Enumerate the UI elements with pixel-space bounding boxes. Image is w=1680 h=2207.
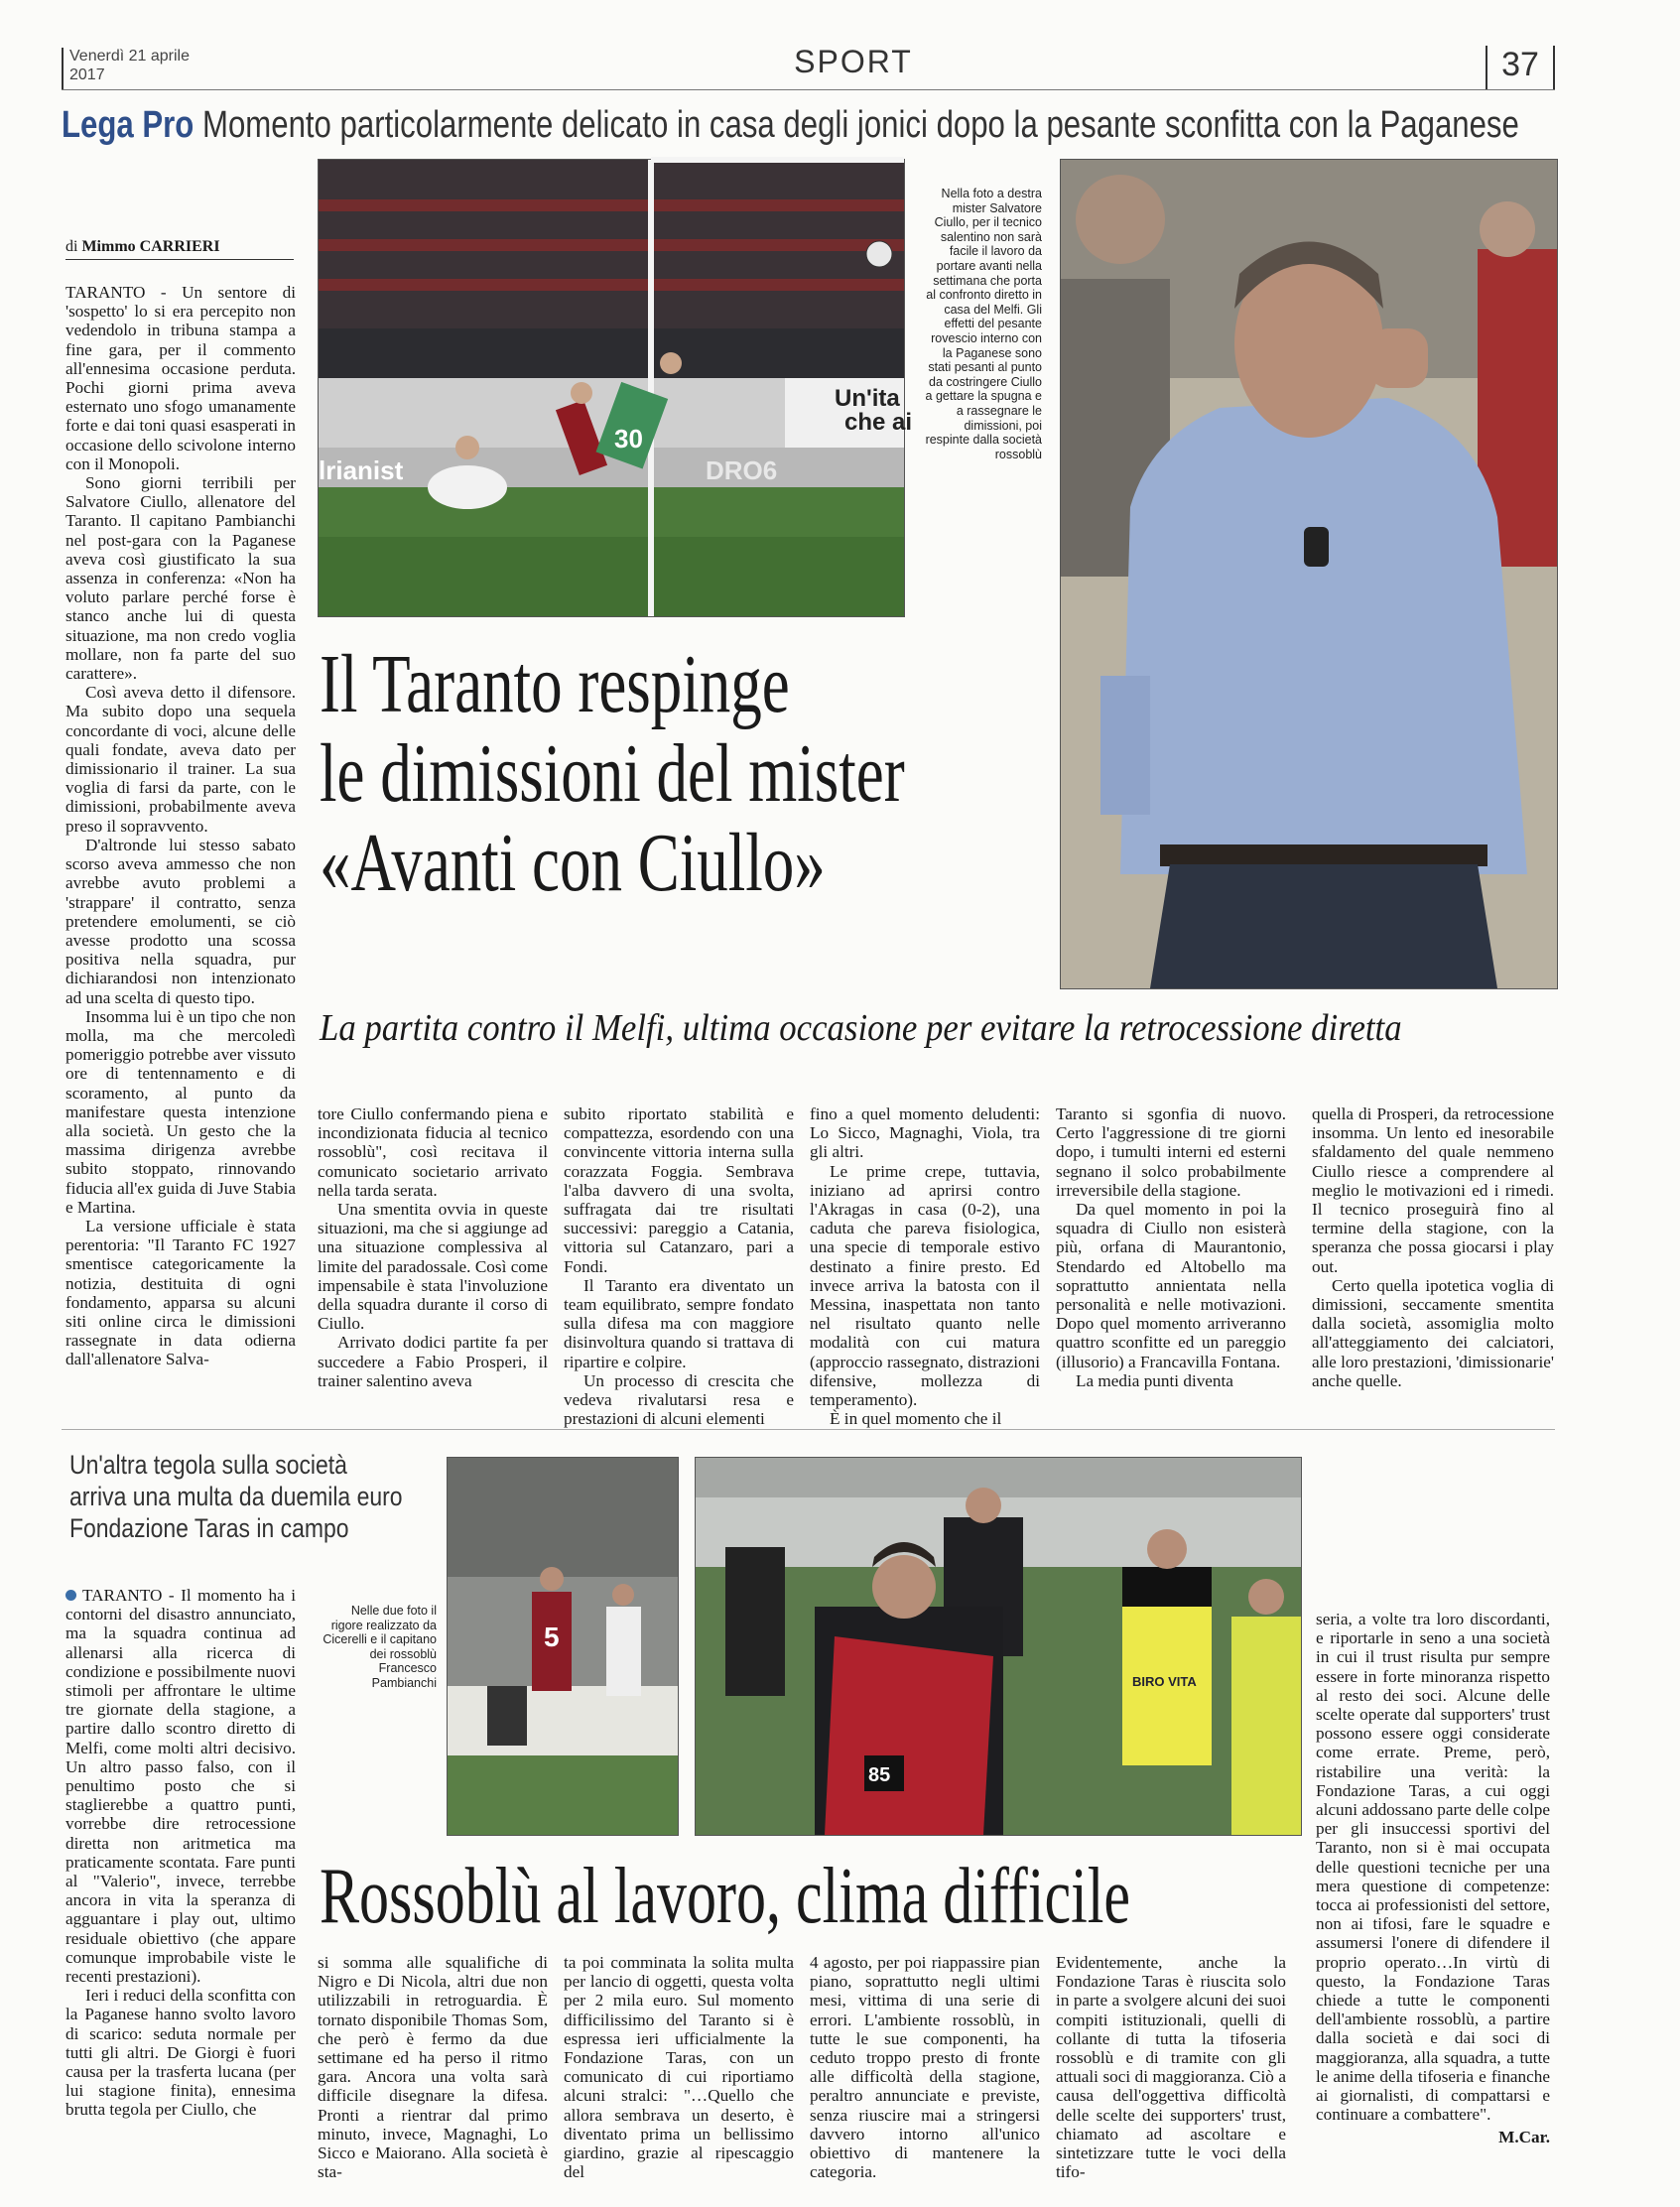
paragraph: TARANTO - Un sentore di 'sospetto' lo si era percepito non vedendolo in tribuna stampa a fine gara, per il commento all'ennesima occasione perduta. Pochi giorni prima aveva esternato uno sfogo umanamente forte e dai toni quasi esasperati in occasione dello scivolone interno con il Monopoli. — [65, 283, 296, 473]
paragraph: Insomma lui è un tipo che non molla, ma che mercoledì pomeriggio potrebbe aver vissuto ore di tentennamento e di scoramento, al punto da manifestare questa intenzione alla società. Un gesto che la massima dirigenza avrebbe subito stoppato, rinnovando fiducia all'ex guida di Juve Stabia e Martina. — [65, 1006, 296, 1217]
article1-column-1 — [65, 283, 296, 1369]
coach-portrait-photo — [1060, 159, 1558, 989]
paragraph — [65, 1586, 296, 1986]
paragraph: Una smentita ovvia in queste situazioni, ma che si aggiunge ad una situazione complessiva al limite del paradossale. Così come impensabile è stata l'involuzione della squadra durante il corso di Ciullo. — [318, 1200, 548, 1334]
header-left-bar — [62, 48, 64, 89]
paragraph: 4 agosto, per poi riappassire pian piano, soprattutto negli ultimi mesi, vittima di una serie di errori. L'ambiente rossoblù, in tutte le sue componenti, ha ceduto troppo presto di fronte alle difficoltà della stagione, peraltro annunciate e previste, senza riuscire mai a stringersi davvero intorno all'unico obiettivo di mantenere la categoria. — [810, 1953, 1040, 2182]
header-right-bar2 — [1553, 46, 1555, 89]
paragraph: D'altronde lui stesso sabato scorso aveva ammesso che non avrebbe avuto problemi a 'strappare' il contratto, senza pretendere emolumenti, se ciò avesse prodotto una scossa positiva nella squadra, pur dichiarandosi non intenzionato ad una scelta di questo tipo. — [65, 835, 296, 1007]
paragraph: Le prime crepe, tuttavia, iniziano ad aprirsi contro l'Akragas in casa (0-2), una caduta che pareva fisiologica, una specie di temporale estivo destinato a finire presto. Ed invece arriva la batosta con il Messina, inaspettata non tanto nel risultato quanto nelle modalità con cui matura (approccio rassegnato, distrazioni difensive, mollezza di temperamento). — [810, 1161, 1040, 1410]
paragraph: fino a quel momento deludenti: Lo Sicco, Magnaghi, Viola, tra gli altri. — [810, 1104, 1040, 1162]
referee-sponsor-text: BIRO VITA — [1132, 1674, 1197, 1689]
headline-line: «Avanti con Ciullo» — [320, 817, 826, 909]
captain-shirt-number: 85 — [868, 1764, 891, 1786]
article1-headline — [320, 638, 905, 909]
article2-column-4 — [810, 1953, 1040, 2181]
paragraph: Sono giorni terribili per Salvatore Ciullo, allenatore del Taranto. Il capitano Pambianchi nel post-gara con la Paganese aveva così giustificato la sua assenza in conferenza: «Non ha voluto parlare perché forse è stanco anche lui di questa situazione, ma non credo voglia mollare, non fa parte del suo carattere». — [65, 473, 296, 684]
byline-name: Mimmo CARRIERI — [81, 238, 220, 255]
paragraph: Arrivato dodici partite fa per succedere a Fabio Prosperi, il trainer salentino aveva — [318, 1333, 548, 1390]
article2-column-6 — [1316, 1610, 1550, 2147]
paragraph: Taranto si sgonfia di nuovo. Certo l'aggressione di tre giorni dopo, i tumulti interni ed esterni segnano il solco probabilmente irreversibile della stagione. — [1056, 1104, 1286, 1200]
paragraph: Da quel momento in poi la squadra di Ciullo non esisterà più, orfana di Maurantonio, Stendardo ed Altobello ma soprattutto annientata nella personalità e nelle motivazioni. Dopo quel momento arriveranno quattro sconfitte ed un pareggio (illusorio) a Francavilla Fontana. — [1056, 1200, 1286, 1371]
article2-kicker — [69, 1449, 403, 1544]
paragraph: La versione ufficiale è stata perentoria: "Il Taranto FC 1927 smentisce categoricamente la notizia, destituita di ogni fondamento, apparsa su alcuni siti online circa le dimissioni rassegnate in data odierna dall'allenatore Salva- — [65, 1216, 296, 1369]
advertising-board-text-2: DRO6 — [706, 455, 778, 485]
header-rule — [62, 89, 1555, 90]
article1-column-5 — [1056, 1104, 1286, 1390]
headline-line: le dimissioni del mister — [320, 727, 905, 820]
paragraph: Un processo di crescita che vedeva rivalutarsi resa e prestazioni di alcuni elementi — [564, 1370, 794, 1429]
paragraph: ta poi comminata la solita multa per lancio di oggetti, questa volta per 2 mila euro. Sul momento difficilissimo del Taranto si è espressa ieri ufficialmente la Fondazione Taras, con un comunicato di cui riportiamo alcuni stralci: "…Quello che allora sembrava un deserto, è diventato prima un bellissimo giardino, grazie al ripescaggio del — [564, 1953, 794, 2182]
paragraph: tore Ciullo confermando piena e incondizionata fiducia al tecnico rossoblù", così recitava il comunicato societario arrivato nella tarda serata. — [318, 1104, 548, 1200]
article1-column-3 — [564, 1104, 794, 1428]
article2-column-3 — [564, 1953, 794, 2181]
article2-kicker-line: arriva una multa da duemila euro — [69, 1482, 403, 1511]
banner-text-1: Un'ita — [835, 385, 900, 412]
player-shirt-number: 5 — [544, 1622, 560, 1652]
captain-illustration — [696, 1458, 1301, 1835]
section-title: SPORT — [794, 44, 913, 79]
kicker-text: Momento particolarmente delicato in casa degli jonici dopo la pesante sconfitta con la Paganese — [202, 104, 1519, 146]
paragraph: Evidentemente, anche la Fondazione Taras è riuscita solo in parte a svolgere alcuni dei suoi compiti istituzionali, quelli di collante di tutta la tifoseria rossoblù e di tramite con gli attuali soci di maggioranza. Ciò a causa dell'oggettiva difficoltà delle scelte dei supporters' trust, chiamato ad ascoltare e sintetizzare tutte le voci della tifo- — [1056, 1953, 1286, 2182]
article2-column-2 — [318, 1953, 548, 2181]
penalty-illustration — [448, 1458, 678, 1835]
match-action-photo — [318, 159, 913, 617]
paragraph: si somma alle squalifiche di Nigro e Di Nicola, altri due non utilizzabili in retroguardia. È tornato disponibile Thomas Som, che però è fermo da due settimane ed ha perso il ritmo gara. Ancora una volta sarà difficile disegnare la difesa. Pronti a rientrar dal primo minuto, invece, Magnaghi, Lo Sicco e Maiorano. Alla società è sta- — [318, 1953, 548, 2182]
advertising-board-text: lrianist — [319, 455, 404, 485]
paragraph: Ieri i reduci della sconfitta con la Paganese hanno svolto lavoro di scarico: seduta normale per tutti gli altri. De Giorgi è fuori causa per la trasferta lucana (per lui stagione finita), ennesima brutta tegola per Ciullo, che — [65, 1986, 296, 2120]
headline-line: Il Taranto respinge — [320, 638, 790, 730]
paragraph: Così aveva detto il difensore. Ma subito dopo una sequela concordante di voci, alcune delle quali fondate, aveva dato per dimissionario il trainer. La sua voglia di farsi da parte, con le dimissioni, probabilmente aveva preso il sopravvento. — [65, 683, 296, 836]
kicker — [62, 103, 1519, 147]
article2-headline: Rossoblù al lavoro, clima difficile — [320, 1853, 1131, 1940]
paragraph: quella di Prosperi, da retrocessione insomma. Un lento ed inesorabile sfaldamento del quale nemmeno Ciullo riesce a comprendere al meglio le motivazioni ed i rimedi. Il tecnico proseguirà fino al termine della stagione, con la speranza che possa giocarsi i play out. — [1312, 1104, 1554, 1276]
paragraph-text: TARANTO - Il momento ha i contorni del disastro annunciato, ma la squadra continua ad allenarsi alla ricerca di condizione e possibilmente nuovi stimoli per affrontare le ultime tre giornate della stagione, a partire dallo scontro diretto di Melfi, come molti altri decisivo. Un altro passo falso, con il penultimo posto che si staglierebbe a quattro punti, vorrebbe dire retrocessione diretta non aritmetica ma praticamente scontata. Fare punti al "Valerio", invece, terrebbe ancora in vita la speranza di agguantare i play out, ultimo residuale obiettivo (che appare comunque improbabile viste le recenti prestazioni). — [65, 1586, 296, 1987]
goalkeeper-jersey-number: 30 — [614, 424, 643, 454]
kicker-label: Lega Pro — [62, 104, 194, 146]
article-separator — [62, 1429, 1555, 1430]
article-signature: M.Car. — [1498, 2128, 1550, 2147]
header-date-line2: 2017 — [69, 66, 105, 83]
header-date — [69, 47, 190, 84]
byline-prefix: di — [65, 238, 78, 255]
header-date-line1: Venerdì 21 aprile — [69, 48, 190, 65]
paragraph: È in quel momento che il — [830, 1409, 1002, 1429]
coach-portrait-illustration — [1061, 160, 1557, 988]
penalty-photo — [447, 1457, 679, 1836]
byline — [65, 238, 294, 260]
match-action-illustration — [319, 160, 913, 616]
article2-kicker-line: Un'altra tegola sulla società — [69, 1450, 347, 1480]
captain-photo — [695, 1457, 1302, 1836]
bullet-icon — [65, 1590, 76, 1601]
paragraph: subito riportato stabilità e compattezza, esordendo con una convincente vittoria interna sulla corazzata Foggia. Sembrava l'alba davvero di una svolta, suffragata dai tre risultati successivi: pareggio a Catania, vittoria sul Catanzaro, pari a Fondi. — [564, 1104, 794, 1276]
article1-column-2 — [318, 1104, 548, 1390]
coach-photo-caption: Nella foto a destra mister Salvatore Ciullo, per il tecnico salentino non sarà facile il lavoro da portare avanti nella settimana che porta al confronto diretto in casa del Melfi. Gli effetti del pesante rovescio interno con la Paganese sono stati pesanti al punto da costringere Ciullo a gettare la spugna e a rassegnare le dimissioni, poi respinte dalla società rossoblù — [925, 187, 1042, 461]
paragraph: La media punti diventa — [1076, 1370, 1233, 1390]
paragraph: Certo quella ipotetica voglia di dimissioni, seccamente smentita dalla società, assomiglia molto all'atteggiamento dei calciatori, alle loro prestazioni, 'dimissionarie' anche quelle. — [1312, 1275, 1554, 1390]
page-number: 37 — [1501, 46, 1539, 83]
article1-subheadline: La partita contro il Melfi, ultima occasione per evitare la retrocessione diretta — [320, 1007, 1402, 1049]
article2-column-1 — [65, 1586, 296, 2120]
article2-kicker-line: Fondazione Taras in campo — [69, 1513, 349, 1543]
paragraph: Il Taranto era diventato un team equilibrato, sempre fondato sulla difesa ma con maggiore disinvoltura quando si trattava di ripartire e colpire. — [564, 1275, 794, 1371]
paragraph: seria, a volte tra loro discordanti, e riportarle in seno a una società in cui il trust risulta pur sempre essere in forte minoranza rispetto al resto dei soci. Alcune delle scelte operate dal supporters' trust possono essere oggi considerate come errate. Preme, però, ristabilire una verità: la Fondazione Taras, a cui oggi alcuni addossano parte delle colpe per gli insuccessi sportivi del Taranto, non si è mai occupata delle questioni tecniche per una mera questione di competenze: tocca ai professionisti del settore, non ai tifosi, fare le squadre e assumersi l'onere di difendere il proprio operato…In virtù di questo, la Fondazione Taras chiede a tutte le componenti dell'ambiente rossoblù, a partire dalla società e dai soci di maggioranza, alla squadra, a tutte le anime della tifoseria e finanche ai giornalisti, di compattarsi e continuare a combattere". — [1316, 1610, 1550, 2125]
penalty-photo-caption: Nelle due foto il rigore realizzato da Cicerelli e il capitano dei rossoblù Francesco Pambianchi — [323, 1604, 437, 1690]
banner-text-2: che ai — [844, 409, 913, 436]
article2-column-5 — [1056, 1953, 1286, 2181]
header-right-bar — [1486, 46, 1487, 89]
article1-column-6 — [1312, 1104, 1554, 1390]
article1-column-4 — [810, 1104, 1040, 1428]
